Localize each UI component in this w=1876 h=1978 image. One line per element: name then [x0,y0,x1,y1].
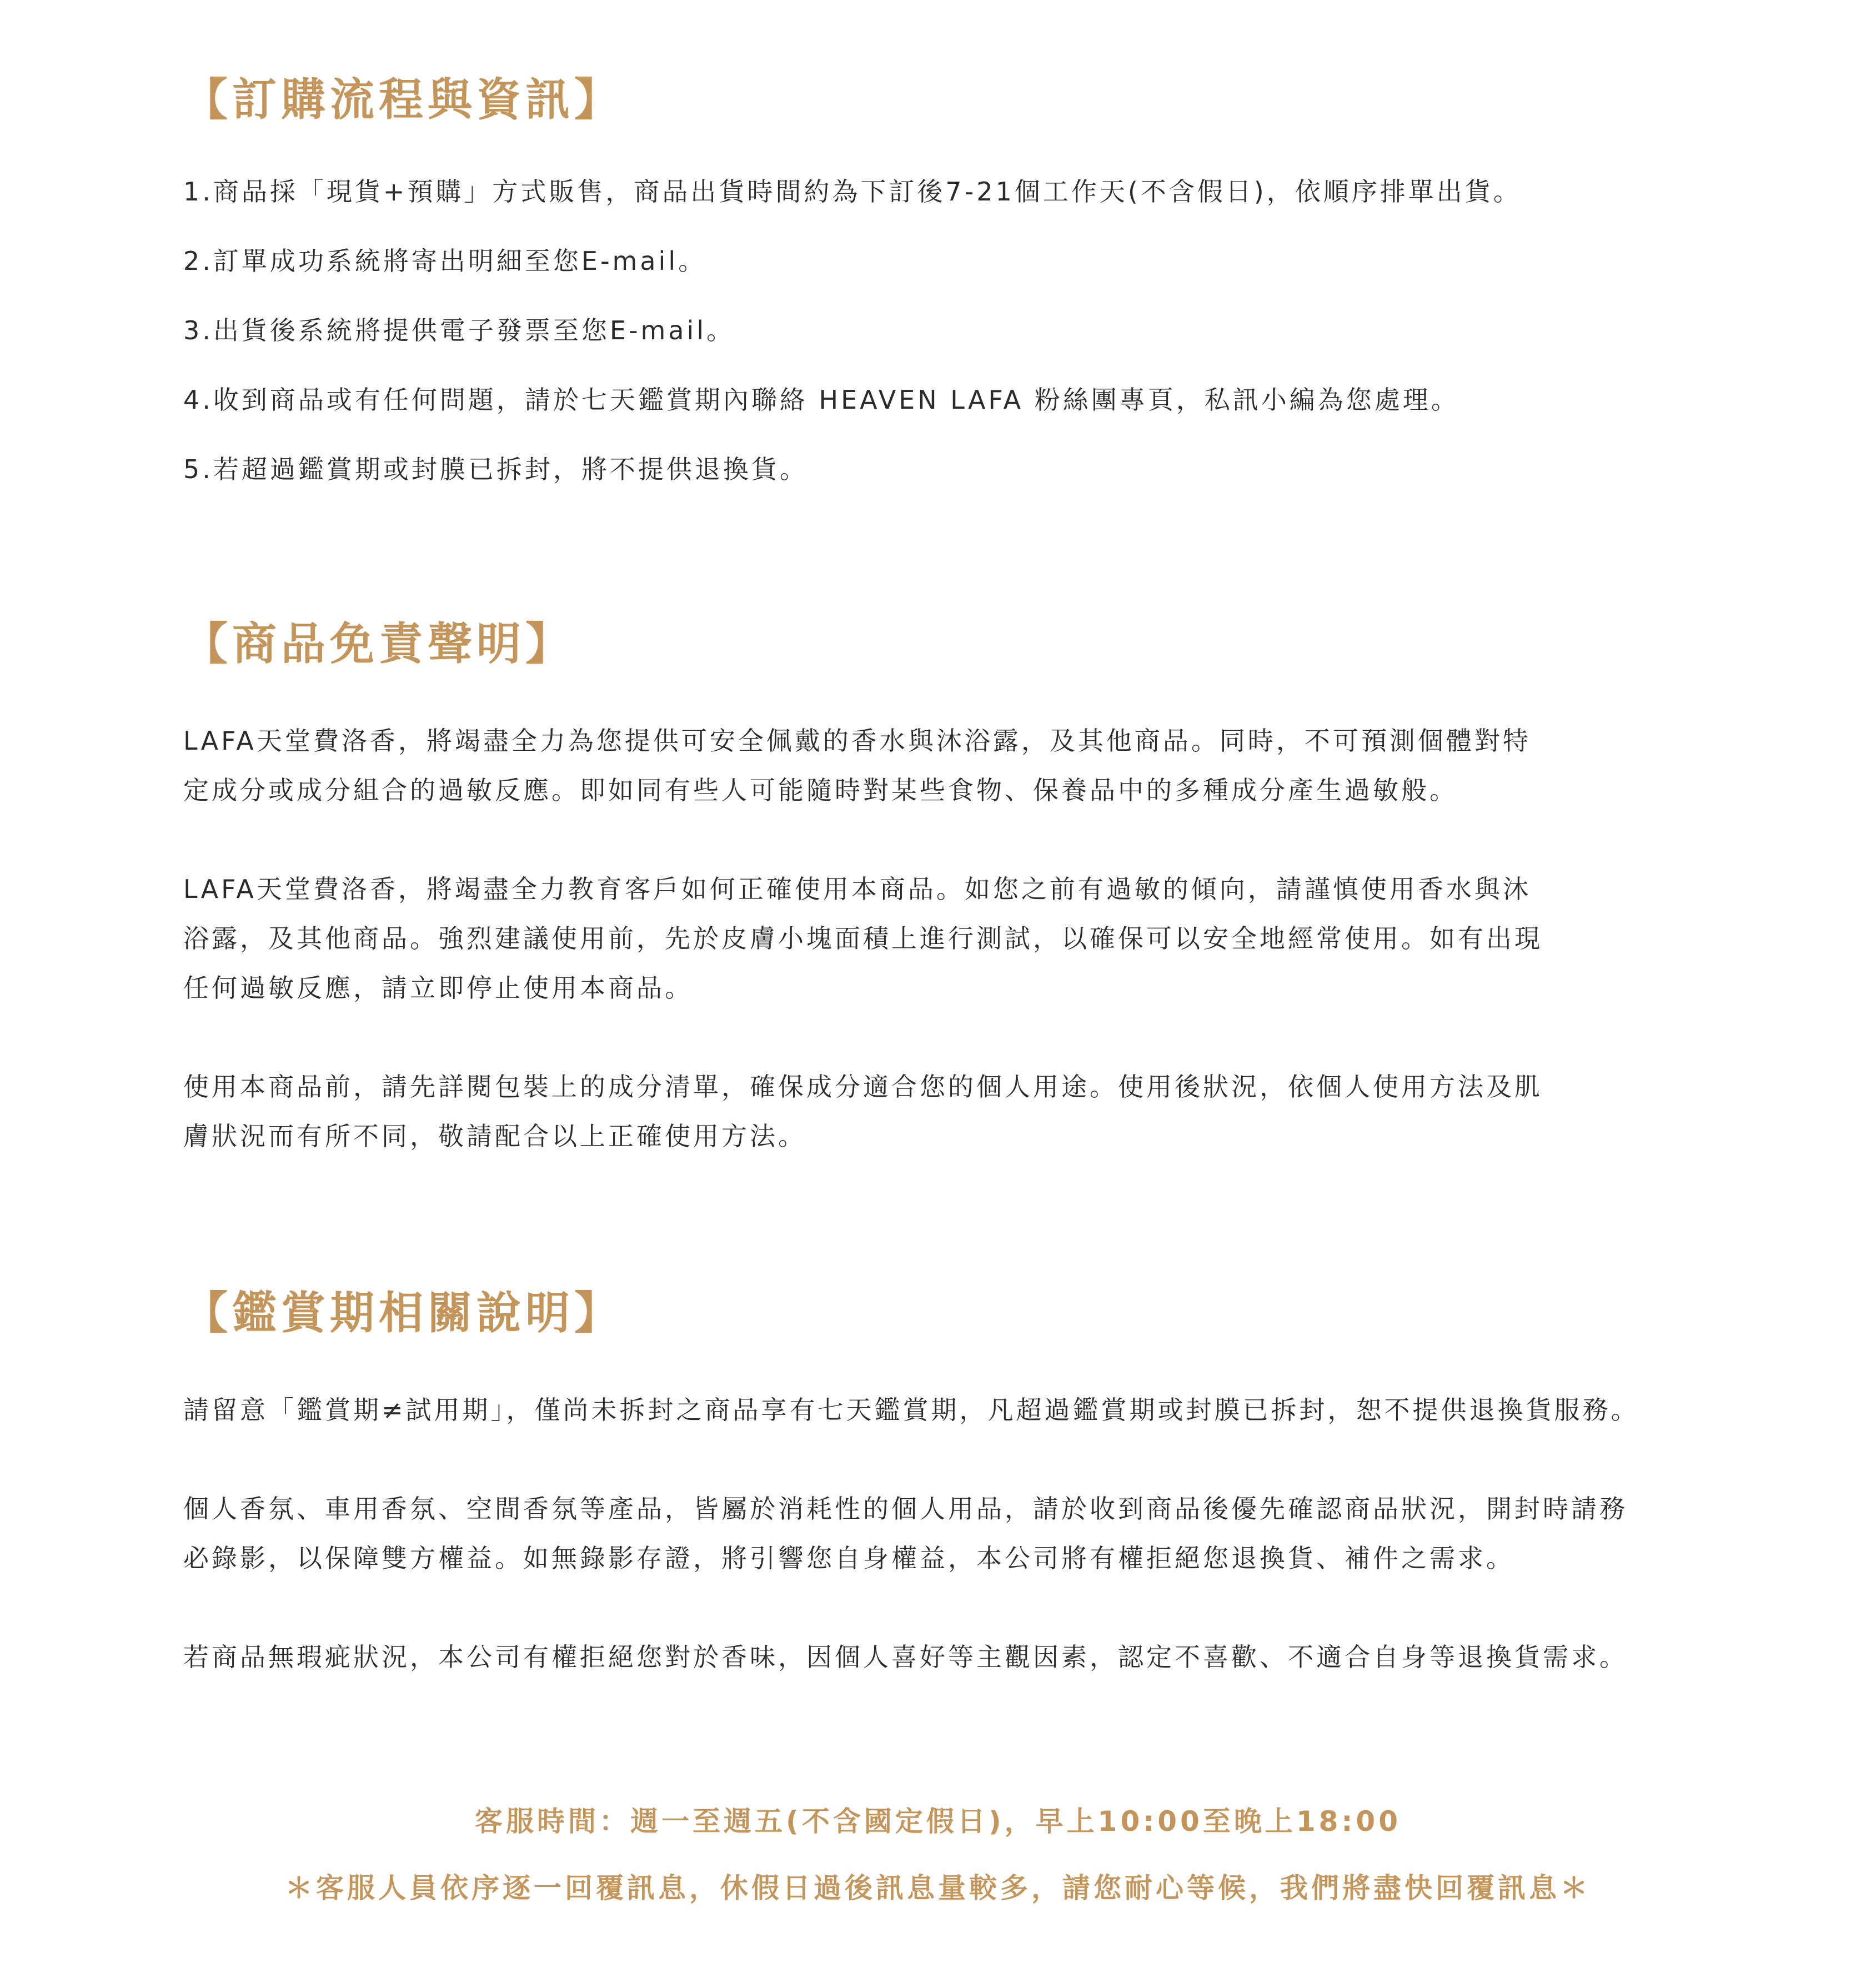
list-item: 2.訂單成功系統將寄出明細至您E-mail。 [183,246,707,276]
list-item: 1.商品採「現貨+預購」方式販售，商品出貨時間約為下訂後7-21個工作天(不含假日)，依順序排單出貨。 [183,177,1522,207]
appreciation-title: 【鑑賞期相關說明】 [183,1287,623,1339]
order-info-section [183,74,1794,522]
disclaimer-paragraph [183,716,1794,815]
disclaimer-paragraph [183,1062,1794,1161]
order-info-title: 【訂購流程與資訊】 [183,74,623,125]
customer-service-note: ＊客服人員依序逐一回覆訊息，休假日過後訊息量較多，請您耐心等候，我們將盡快回覆訊息＊ [285,1872,1591,1904]
list-item: 4.收到商品或有任何問題，請於七天鑑賞期內聯絡 HEAVEN LAFA 粉絲團專頁，私訊小編為您處理。 [183,385,1459,415]
order-info-list [183,175,1794,486]
customer-service-hours: 客服時間：週一至週五(不含國定假日)，早上10:00至晚上18:00 [474,1805,1401,1838]
disclaimer-title: 【商品免責聲明】 [183,618,574,670]
paragraph-line: 若商品無瑕疵狀況，本公司有權拒絕您對於香味，因個人喜好等主觀因素，認定不喜歡、不適合自身等退換貨需求。 [183,1642,1628,1672]
paragraph-line: 浴露，及其他商品。強烈建議使用前，先於皮膚小塊面積上進行測試，以確保可以安全地經常使用。如有出現 [183,923,1543,953]
paragraph-line: LAFA天堂費洛香，將竭盡全力為您提供可安全佩戴的香水與沐浴露，及其他商品。同時，不可預測個體對特 [183,726,1531,756]
list-item: 3.出貨後系統將提供電子發票至您E-mail。 [183,315,735,345]
paragraph-line: 使用本商品前，請先詳閱包裝上的成分清單，確保成分適合您的個人用途。使用後狀況，依個人使用方法及肌 [183,1072,1543,1102]
paragraph-line: 請留意「鑑賞期≠試用期」，僅尚未拆封之商品享有七天鑑賞期，凡超過鑑賞期或封膜已拆封，恕不提供退換貨服務。 [183,1395,1639,1425]
paragraph-line: 膚狀況而有所不同，敬請配合以上正確使用方法。 [183,1121,806,1151]
paragraph-line: 必錄影，以保障雙方權益。如無錄影存證，將引響您自身權益，本公司將有權拒絕您退換貨、補件之需求。 [183,1543,1514,1573]
disclaimer-section [183,618,1794,1211]
appreciation-paragraph [183,1484,1794,1583]
paragraph-line: 個人香氛、車用香氛、空間香氛等產品，皆屬於消耗性的個人用品，請於收到商品後優先確認商品狀況，開封時請務 [183,1494,1628,1524]
list-item: 5.若超過鑑賞期或封膜已拆封，將不提供退換貨。 [183,454,808,484]
paragraph-line: LAFA天堂費洛香，將竭盡全力教育客戶如何正確使用本商品。如您之前有過敏的傾向，請謹慎使用香水與沐 [183,874,1531,904]
appreciation-paragraph [183,1633,1794,1682]
disclaimer-paragraph [183,865,1794,1013]
paragraph-line: 任何過敏反應，請立即停止使用本商品。 [183,973,693,1003]
appreciation-section [183,1287,1794,1731]
appreciation-paragraph [183,1385,1794,1435]
paragraph-line: 定成分或成分組合的過敏反應。即如同有些人可能隨時對某些食物、保養品中的多種成分產生過敏般。 [183,775,1458,805]
